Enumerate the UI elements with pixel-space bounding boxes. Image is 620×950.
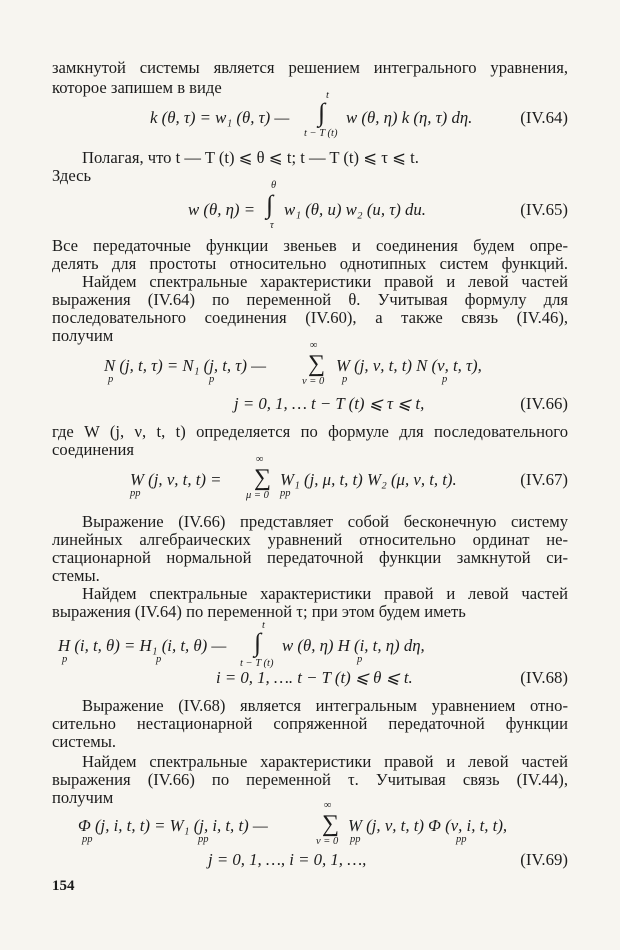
equation-lhs: w (θ, η) = — [188, 200, 256, 219]
text-line: выражения (IV.66) по переменной τ. Учитывая связь (IV.44), — [52, 770, 568, 789]
sum-lower-limit: μ = 0 — [246, 490, 269, 501]
equation-lhs: N (j, t, τ) = N₁ (j, t, τ) — — [104, 356, 267, 375]
text-line: Выражение (IV.68) является интегральным уравнением отно- — [82, 696, 568, 715]
equation-number: (IV.66) — [520, 394, 568, 413]
text-line: которое запишем в виде — [52, 78, 222, 97]
sum-lower-limit: ν = 0 — [316, 836, 339, 847]
subscript: pp — [198, 834, 209, 845]
equation-rhs: W (j, ν, t, t) N (ν, t, τ), — [336, 356, 482, 375]
equation-lhs: k (θ, τ) = w₁ (θ, τ) — — [150, 108, 290, 127]
text-line: делять для простоты относительно однотипных систем функций. — [52, 254, 568, 273]
sum-sign: ∑ — [254, 465, 272, 491]
text-line: стемы. — [52, 566, 100, 585]
text-line: где W (j, ν, t, t) определяется по формуле для последовательного — [52, 422, 568, 441]
integral-lower-limit: t − T (t) — [304, 128, 338, 139]
subscript: pp — [130, 488, 141, 499]
subscript: pp — [456, 834, 467, 845]
equation-condition: i = 0, 1, …. t − T (t) ⩽ θ ⩽ t. — [216, 668, 413, 687]
equation-condition: j = 0, 1, …, i = 0, 1, …, — [208, 850, 367, 869]
equation-condition: j = 0, 1, … t − T (t) ⩽ τ ⩽ t, — [234, 394, 425, 413]
integral-sign: ∫ — [254, 628, 262, 657]
text-line: Здесь — [52, 166, 92, 185]
subscript: p — [357, 654, 363, 665]
text-line: сительно нестационарной сопряженной передаточной функции — [52, 714, 568, 733]
integral-lower-limit: t − T (t) — [240, 658, 274, 669]
equation-rhs: w (θ, η) H (i, t, η) dη, — [282, 636, 425, 655]
text-line: Найдем спектральные характеристики правой и левой частей — [82, 272, 568, 291]
text-line: Найдем спектральные характеристики правой и левой частей — [82, 752, 568, 771]
text-line: линейных алгебраических уравнений относительно ординат не- — [52, 530, 568, 549]
sum-upper-limit: ∞ — [256, 454, 264, 465]
equation-rhs: W (j, ν, t, t) Φ (ν, i, t, t), — [348, 816, 508, 835]
equation-rhs: w₁ (θ, u) w₂ (u, τ) du. — [284, 200, 426, 219]
subscript: pp — [280, 488, 291, 499]
subscript: p — [108, 374, 114, 385]
text-line: выражения (IV.64) по переменной θ. Учитывая формулу для — [52, 290, 568, 309]
equation-number: (IV.65) — [520, 200, 568, 219]
text-line: получим — [52, 788, 114, 807]
subscript: p — [442, 374, 448, 385]
integral-upper-limit: θ — [271, 180, 277, 191]
equation-number: (IV.68) — [520, 668, 568, 687]
integral-upper-limit: t — [262, 620, 265, 631]
text-line: замкнутой системы является решением интегрального уравнения, — [52, 58, 568, 77]
integral-upper-limit: t — [326, 90, 329, 101]
sum-upper-limit: ∞ — [324, 800, 332, 811]
page-number: 154 — [52, 878, 75, 894]
equation-number: (IV.64) — [520, 108, 568, 127]
integral-sign: ∫ — [318, 98, 326, 127]
text-line: соединения — [52, 440, 134, 459]
text-line: Все передаточные функции звеньев и соединения будем опре- — [52, 236, 568, 255]
text-line: Полагая, что t — T (t) ⩽ θ ⩽ t; t — T (t) ⩽ τ ⩽ t. — [82, 148, 419, 167]
integral-lower-limit: τ — [270, 220, 274, 231]
sum-sign: ∑ — [322, 811, 340, 837]
subscript: p — [209, 374, 215, 385]
subscript: p — [62, 654, 68, 665]
subscript: pp — [350, 834, 361, 845]
subscript: pp — [82, 834, 93, 845]
text-line: системы. — [52, 732, 117, 751]
text-line: выражения (IV.64) по переменной τ; при этом будем иметь — [52, 602, 466, 621]
subscript: p — [156, 654, 162, 665]
subscript: p — [342, 374, 348, 385]
equation-lhs: Φ (j, i, t, t) = W₁ (j, i, t, t) — — [78, 816, 268, 835]
text-line: последовательного соединения (IV.60), а также связь (IV.46), — [52, 308, 568, 327]
sum-sign: ∑ — [308, 351, 326, 377]
equation-lhs: H (i, t, θ) = H₁ (i, t, θ) — — [58, 636, 227, 655]
text-line: стационарной нормальной передаточной функции замкнутой си- — [52, 548, 568, 567]
equation-lhs: W (j, ν, t, t) = — [130, 470, 222, 489]
text-line: Найдем спектральные характеристики правой и левой частей — [82, 584, 568, 603]
sum-upper-limit: ∞ — [310, 340, 318, 351]
text-line: Выражение (IV.66) представляет собой бесконечную систему — [82, 512, 568, 531]
equation-rhs: W₁ (j, μ, t, t) W₂ (μ, ν, t, t). — [280, 470, 457, 489]
text-line: получим — [52, 326, 114, 345]
integral-sign: ∫ — [266, 190, 274, 219]
equation-number: (IV.69) — [520, 850, 568, 869]
equation-rhs: w (θ, η) k (η, τ) dη. — [346, 108, 473, 127]
equation-number: (IV.67) — [520, 470, 568, 489]
sum-lower-limit: ν = 0 — [302, 376, 325, 387]
